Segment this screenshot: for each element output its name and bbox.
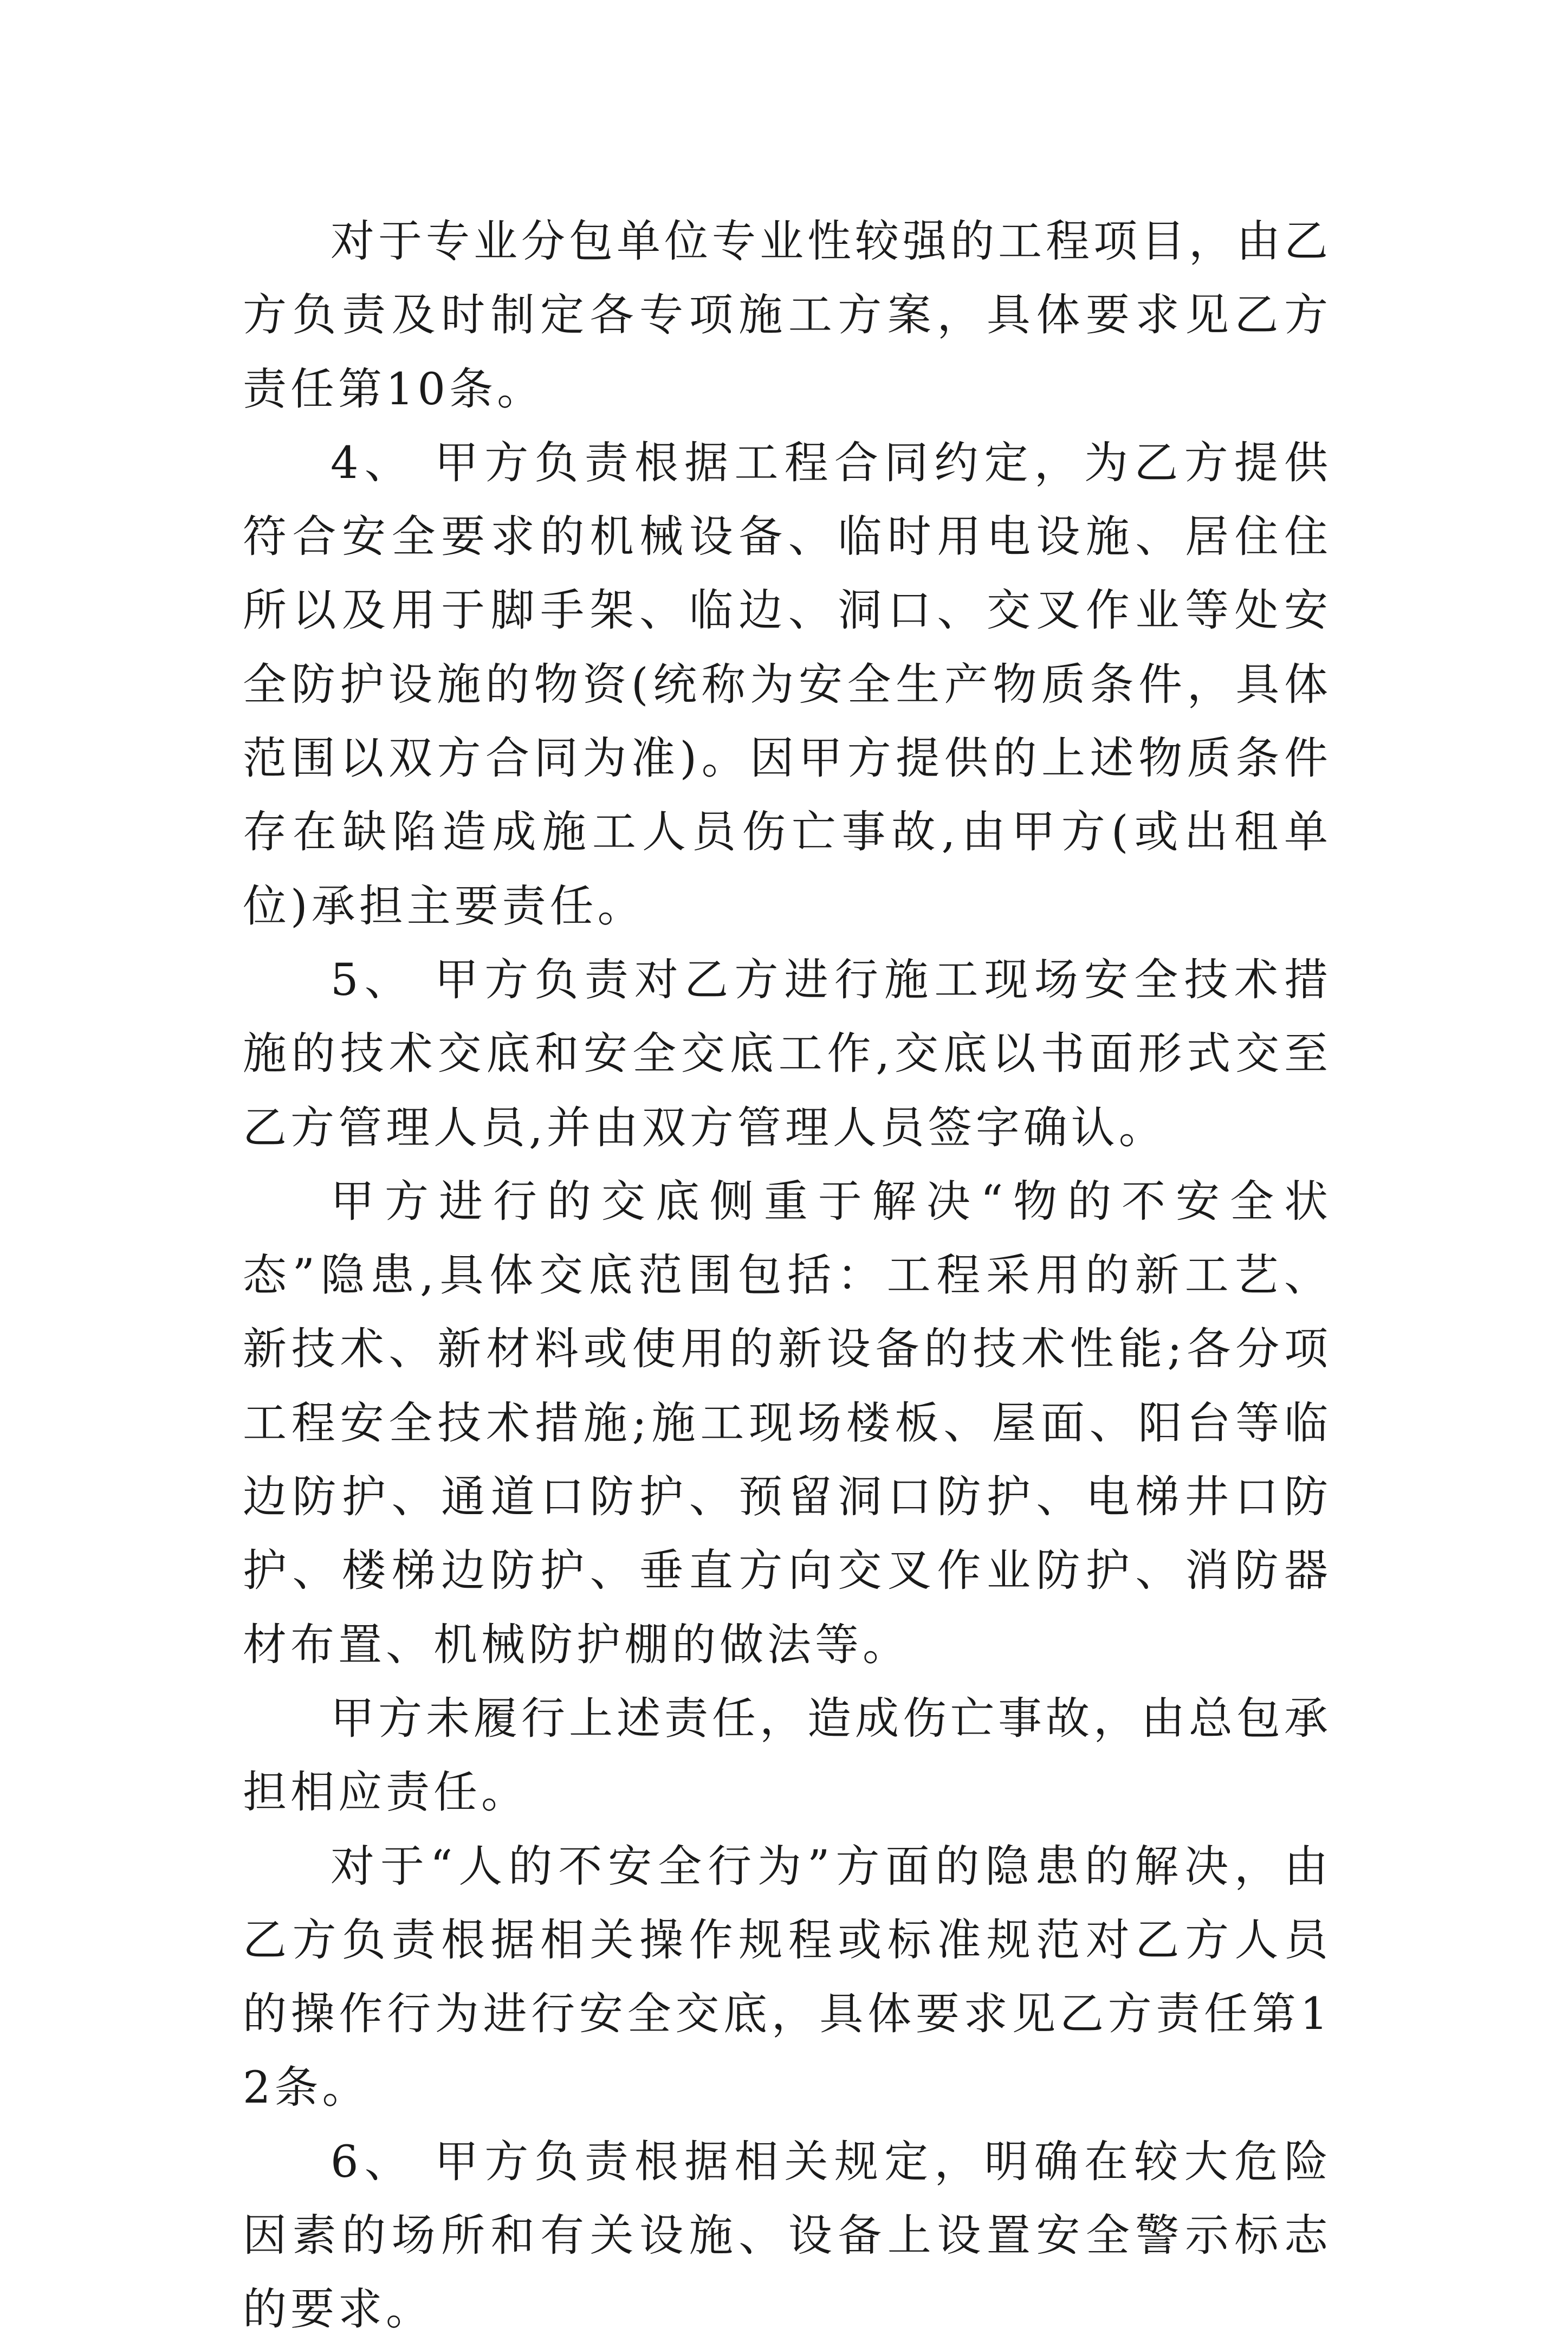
paragraph-liability: 甲方未履行上述责任，造成伤亡事故，由总包承担相应责任。 xyxy=(243,1693,1332,1819)
paragraph-disclosure-scope: 甲方进行的交底侧重于解决“物的不安全状态”隐患,具体交底范围包括：工程采用的新工艺、新技术、新材料或使用的新设备的技术性能;各分项工程安全技术措施;施工现场楼板、屋面、阳台等临边防护、通道口防护、预留洞口防护、电梯井口防护、楼梯边防护、垂直方向交叉作业防护、消防器材布置、机械防护棚的做法等。 xyxy=(243,1176,1332,1671)
paragraph-item-6: 6、 甲方负责根据相关规定，明确在较大危险因素的场所和有关设施、设备上设置安全警示标志的要求。 xyxy=(243,2136,1332,2336)
document-body xyxy=(243,205,1332,2347)
paragraph-item-5: 5、 甲方负责对乙方进行施工现场安全技术措施的技术交底和安全交底工作,交底以书面形式交至乙方管理人员,并由双方管理人员签字确认。 xyxy=(243,954,1332,1154)
paragraph-subcontract-plan: 对于专业分包单位专业性较强的工程项目，由乙方负责及时制定各专项施工方案，具体要求见乙方责任第10条。 xyxy=(243,216,1332,415)
paragraph-unsafe-behavior: 对于“人的不安全行为”方面的隐患的解决，由乙方负责根据相关操作规程或标准规范对乙方人员的操作行为进行安全交底，具体要求见乙方责任第12条。 xyxy=(243,1841,1332,2114)
paragraph-item-4: 4、 甲方负责根据工程合同约定，为乙方提供符合安全要求的机械设备、临时用电设施、居住住所以及用于脚手架、临边、洞口、交叉作业等处安全防护设施的物资(统称为安全生产物质条件，具体范围以双方合同为准)。因甲方提供的上述物质条件存在缺陷造成施工人员伤亡事故,由甲方(或出租单位)承担主要责任。 xyxy=(243,437,1332,932)
